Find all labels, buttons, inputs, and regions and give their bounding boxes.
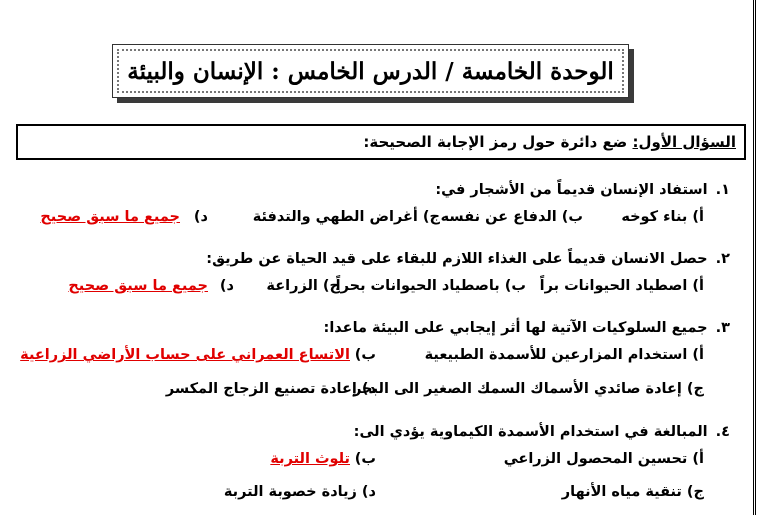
- q3-choice-c: ج) إعادة صائدي الأسماك السمك الصغير الى البحر: [353, 381, 704, 397]
- question-4-number: ٤.: [715, 424, 730, 440]
- question-2-number: ٢.: [715, 251, 730, 267]
- q2-choice-c: ج) الزراعة: [266, 278, 340, 294]
- q4-choice-a: أ) تحسين المحصول الزراعي: [503, 451, 704, 467]
- question-header: [16, 124, 746, 160]
- q2-choice-d-label: د): [219, 278, 234, 294]
- page-title: الوحدة الخامسة / الدرس الخامس : الإنسان والبيئة: [127, 57, 614, 85]
- q2-choice-a: أ) اصطياد الحيوانات براً: [539, 278, 704, 294]
- question-1-number: ١.: [715, 182, 730, 198]
- q4-choice-b-label: ب): [354, 451, 376, 467]
- q3-choice-a: أ) استخدام المزارعين للأسمدة الطبيعية: [424, 347, 704, 363]
- q2-choice-d-answer: جميع ما سبق صحيح: [68, 278, 208, 294]
- question-2-stem: حصل الانسان قديماً على الغذاء اللازم للبقاء على قيد الحياة عن طريق:: [206, 251, 708, 267]
- q2-choice-b: ب) باصطياد الحيوانات بحراً: [335, 278, 526, 294]
- q1-choice-d-answer: جميع ما سبق صحيح: [40, 209, 180, 225]
- q4-choice-d: د) زيادة خصوبة التربة: [223, 484, 376, 500]
- q1-choice-c: ج) أغراض الطهي والتدفئة: [252, 209, 440, 225]
- q1-choice-b: ب) الدفاع عن نفسه: [440, 209, 583, 225]
- question-3-stem: جميع السلوكيات الآتية لها أثر إيجابي على البيئة ماعدا:: [323, 320, 708, 336]
- title-banner: [112, 44, 629, 98]
- page-border-right: [753, 0, 756, 515]
- question-4-stem-line: [354, 424, 730, 440]
- q4-choice-c: ج) تنقية مياه الأنهار: [561, 484, 704, 500]
- q1-choice-d-label: د): [193, 209, 208, 225]
- question-3-stem-line: [324, 320, 730, 336]
- question-4-stem: المبالغة في استخدام الأسمدة الكيماوية يؤدي الى:: [353, 424, 708, 440]
- question-header-lead: السؤال الأول:: [632, 133, 736, 151]
- question-header-text: ضع دائرة حول رمز الإجابة الصحيحة:: [363, 133, 628, 151]
- question-1-stem-line: [435, 182, 730, 198]
- q3-choice-b-answer: الاتساع العمراني على حساب الأراضي الزراعية: [20, 347, 350, 363]
- q1-choice-a: أ) بناء كوخه: [621, 209, 704, 225]
- question-1-stem: استفاد الإنسان قديماً من الأشجار في:: [435, 182, 708, 198]
- q3-choice-b-label: ب): [354, 347, 376, 363]
- question-2-stem-line: [206, 251, 730, 267]
- q3-choice-d: د) إعادة تصنيع الزجاج المكسر: [165, 381, 376, 397]
- q4-choice-b-answer: تلوث التربة: [270, 451, 350, 467]
- question-3-number: ٣.: [715, 320, 730, 336]
